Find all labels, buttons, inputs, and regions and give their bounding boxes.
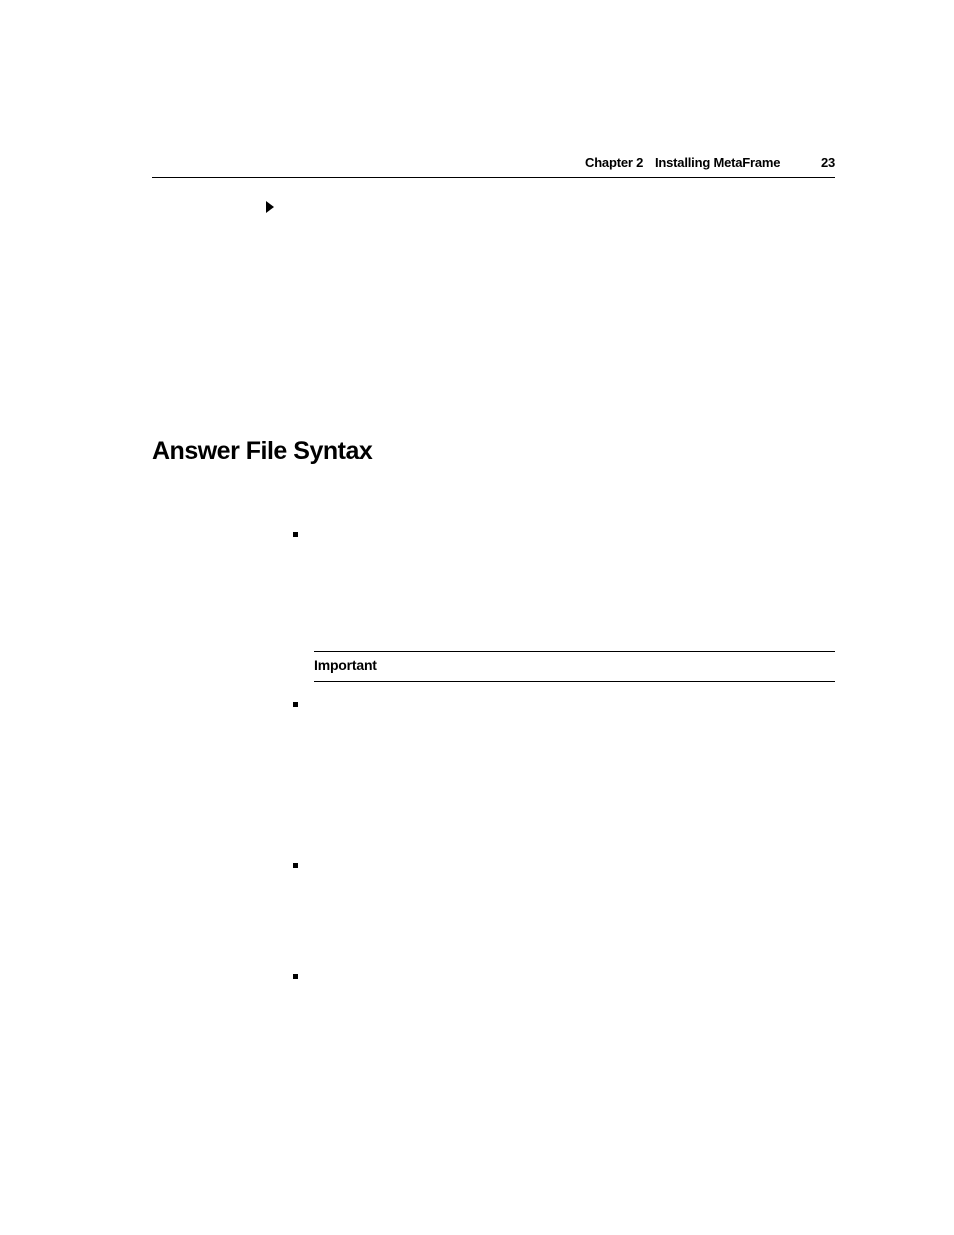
- procedure-arrow-icon: [266, 201, 274, 213]
- bullet-square-icon: [293, 974, 298, 979]
- chapter-label: Chapter 2: [585, 155, 644, 170]
- chapter-title: Installing MetaFrame: [655, 155, 781, 170]
- page-header: [152, 154, 835, 178]
- page-number: 23: [820, 155, 835, 170]
- bullet-square-icon: [293, 863, 298, 868]
- important-note-label: Important: [314, 657, 377, 673]
- important-note: [314, 651, 835, 682]
- bullet-square-icon: [293, 702, 298, 707]
- section-heading: Answer File Syntax: [152, 437, 373, 465]
- bullet-square-icon: [293, 532, 298, 537]
